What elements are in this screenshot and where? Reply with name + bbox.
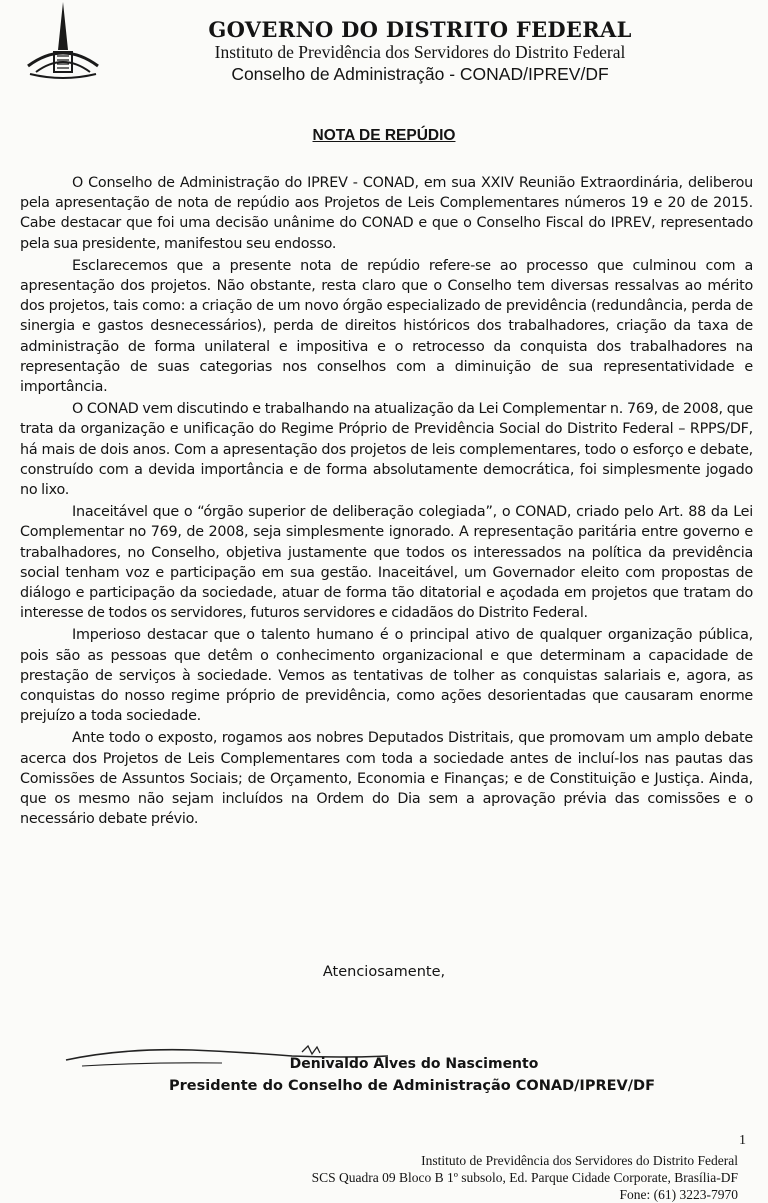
paragraph: Imperioso destacar que o talento humano é o principal ativo de qualquer organização pública, pois são as pessoas que detêm o conhecimento organizacional e que determinam a capacidade de prestação de serviços à sociedade. Vemos as tentativas de tolher as conquistas salariais e, agora, as conquistas do nosso regime próprio de previdência, como ações desorientadas que causaram enorme prejuízo a toda sociedade. — [20, 627, 753, 725]
document-body — [20, 173, 753, 832]
footer-address — [312, 1152, 738, 1203]
paragraph: O Conselho de Administração do IPREV - CONAD, em sua XXIV Reunião Extraordinária, deliberou pela apresentação de nota de repúdio aos Projetos de Leis Complementares números 19 e 20 de 2015. Cabe destacar que foi uma decisão unânime do CONAD e que o Conselho Fiscal do IPREV, representado pela sua presidente, manifestou seu endosso. — [20, 175, 753, 252]
signer-role: Presidente do Conselho de Administração CONAD/IPREV/DF — [169, 1078, 655, 1094]
signer-name: Denivaldo Alves do Nascimento — [289, 1056, 539, 1072]
page-number: 1 — [739, 1133, 746, 1148]
footer-institute: Instituto de Previdência dos Servidores do Distrito Federal — [421, 1153, 738, 1168]
paragraph: Ante todo o exposto, rogamos aos nobres Deputados Distritais, que promovam um amplo debate acerca dos Projetos de Leis Complementares com toda a sociedade antes de incluí-los nas pautas das Comissões de Assuntos Sociais; de Orçamento, Economia e Finanças; e de Constituição e Justiça. Ainda, que os mesmo não sejam incluídos na Ordem do Dia sem a aprovação prévia das comissões e o necessário debate prévio. — [20, 730, 753, 828]
closing-salutation: Atenciosamente, — [322, 964, 446, 980]
footer-phone: Fone: (61) 3223-7970 — [619, 1187, 738, 1202]
paragraph: O CONAD vem discutindo e trabalhando na atualização da Lei Complementar n. 769, de 2008, que trata da organização e unificação do Regime Próprio de Previdência Social do Distrito Federal – RPPS/DF, há mais de dois anos. Com a apresentação dos projetos de leis complementares, todo o esforço e debate, construído com a devida importância e de forma absolutamente democrática, foi simplesmente jogado no lixo. — [20, 401, 753, 499]
council-name: Conselho de Administração - CONAD/IPREV/DF — [231, 64, 609, 84]
document-title: NOTA DE REPÚDIO — [312, 127, 456, 144]
government-title: GOVERNO DO DISTRITO FEDERAL — [208, 17, 632, 42]
letterhead — [150, 18, 690, 85]
institute-name: Instituto de Previdência dos Servidores do Distrito Federal — [214, 42, 626, 62]
paragraph: Esclarecemos que a presente nota de repúdio refere-se ao processo que culminou com a apresentação dos projetos. Não obstante, resta claro que o Conselho tem diversas ressalvas ao mérito dos projetos, tais como: a criação de um novo órgão especializado de previdência (redundância, perda de sinergia e gastos desnecessários), perda de direitos históricos dos trabalhadores, criação da taxa de administração de forma unilateral e impositiva e o retrocesso da conquista dos trabalhadores na representação de suas categorias nos conselhos com a diminuição de sua representatividade e importância. — [20, 257, 753, 396]
brasilia-emblem-icon — [22, 0, 104, 86]
footer-address-line: SCS Quadra 09 Bloco B 1º subsolo, Ed. Parque Cidade Corporate, Brasília-DF — [311, 1170, 738, 1185]
paragraph: Inaceitável que o “órgão superior de deliberação colegiada”, o CONAD, criado pelo Art. 88 da Lei Complementar no 769, de 2008, seja simplesmente ignorado. A representação paritária entre governo e trabalhadores, no Conselho, objetiva justamente que todos os interessados na política da previdência social tenham voz e participação em sua gestão. Inaceitável, um Governador eleito com propostas de diálogo e participação da sociedade, atuar de forma tão ditatorial e açodada em projetos que tratam do interesse de todos os servidores, futuros servidores e cidadãos do Distrito Federal. — [20, 504, 753, 622]
